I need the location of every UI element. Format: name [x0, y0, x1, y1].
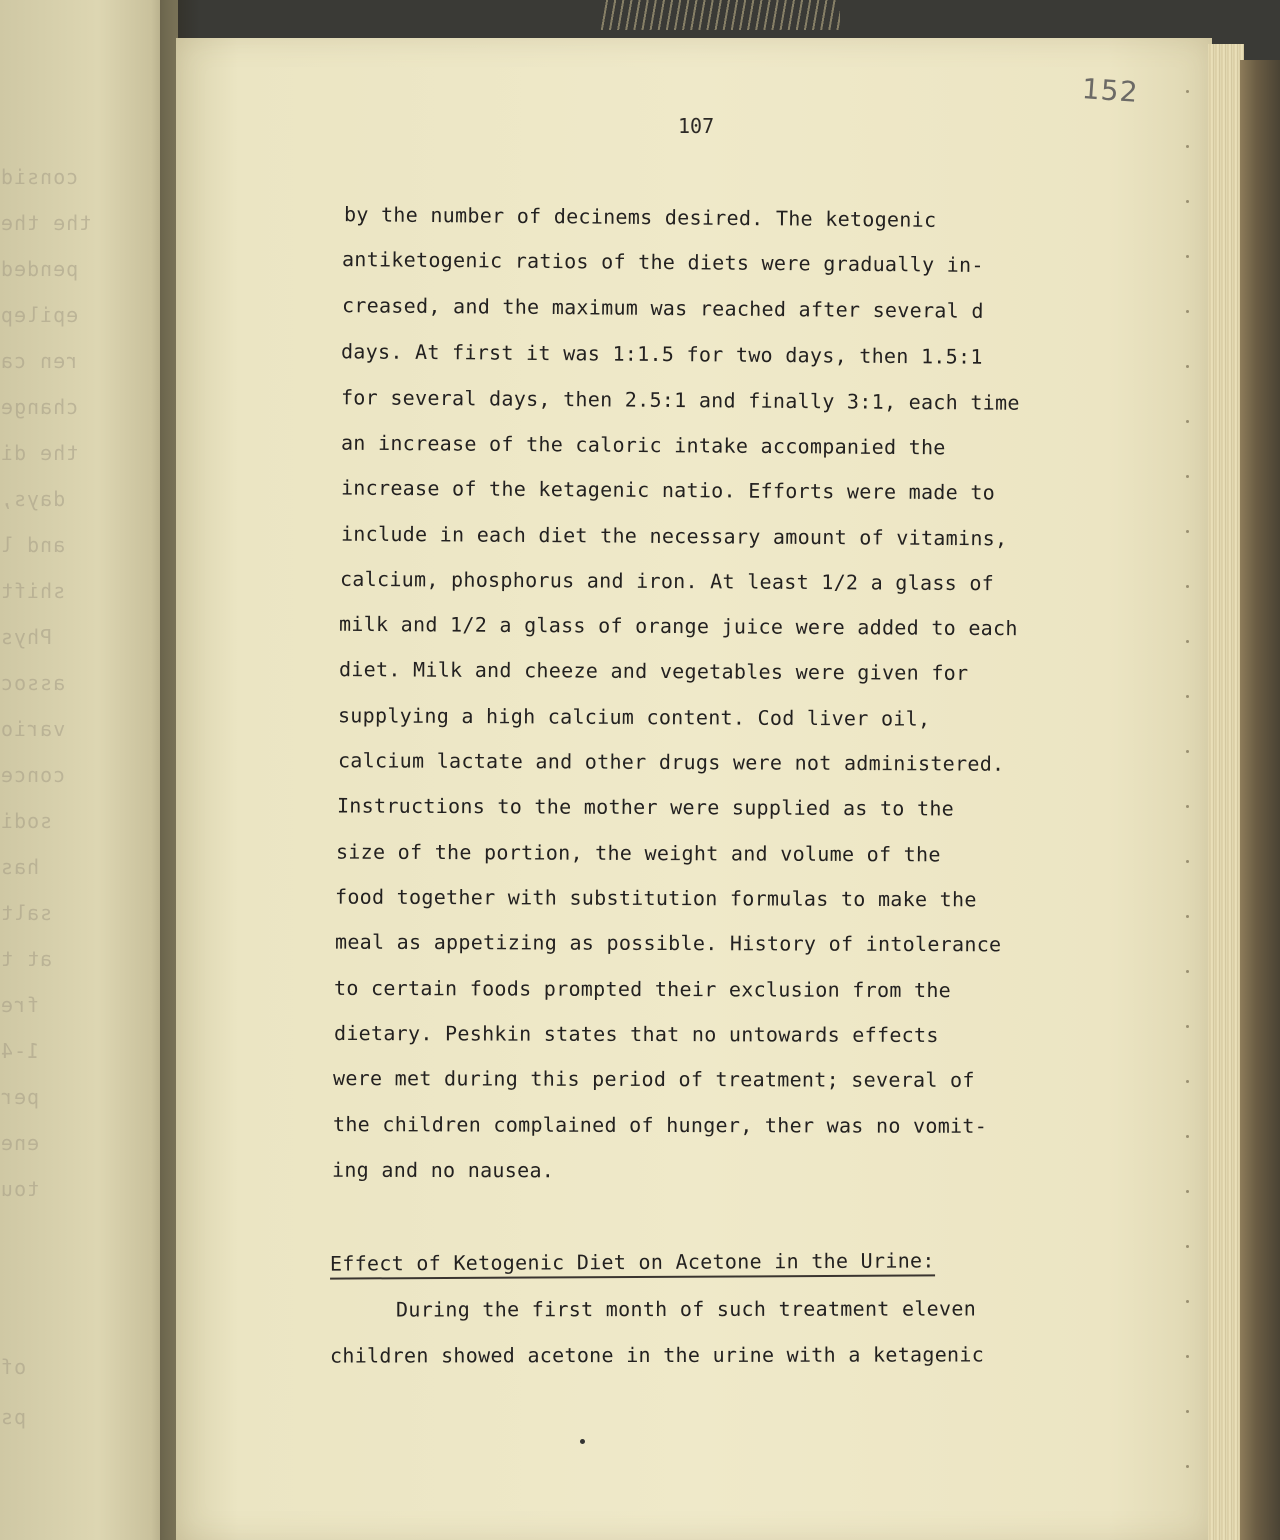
- folio-number: 152: [1080, 72, 1140, 109]
- book-binding: [1240, 60, 1280, 1540]
- page-mark: [580, 1439, 585, 1444]
- text-line: the children complained of hunger, ther was no vomit-: [332, 1112, 988, 1138]
- margin-dot: [1186, 1245, 1189, 1248]
- margin-dot: [1186, 805, 1189, 808]
- facing-page-text: ps: [0, 1405, 27, 1429]
- margin-dot: [1186, 585, 1189, 588]
- margin-dot: [1186, 90, 1189, 93]
- margin-dot: [1186, 915, 1189, 918]
- facing-page-text: at t: [0, 947, 53, 971]
- facing-page-text: sodi: [0, 809, 53, 833]
- text-line: include in each diet the necessary amount of vitamins,: [340, 521, 1008, 551]
- facing-page-text: the di: [0, 441, 79, 465]
- facing-page-text: conce: [0, 763, 66, 787]
- text-line: size of the portion, the weight and volume of the: [335, 839, 941, 867]
- text-line: milk and 1/2 a glass of orange juice were added to each: [338, 611, 1018, 641]
- margin-dot: [1186, 530, 1189, 533]
- facing-page-text: per: [0, 1085, 40, 1109]
- text-line: an increase of the caloric intake accompanied the: [340, 430, 946, 460]
- facing-page-text: ene: [0, 1131, 40, 1155]
- facing-page-text: change: [0, 395, 79, 419]
- page-number: 107: [678, 114, 715, 138]
- text-line: ing and no nausea.: [331, 1157, 555, 1183]
- margin-dot: [1186, 695, 1189, 698]
- margin-dot: [1186, 860, 1189, 863]
- margin-dot: [1186, 640, 1189, 643]
- text-line: for several days, then 2.5:1 and finally 3:1, each time: [340, 385, 1020, 415]
- facing-page-text: has: [0, 855, 40, 879]
- margin-dot: [1186, 1465, 1189, 1468]
- margin-dot: [1186, 1025, 1189, 1028]
- facing-page-text: the the: [0, 211, 92, 235]
- facing-page-text: consid: [0, 165, 79, 189]
- text-line: food together with substitution formulas to make the: [334, 884, 977, 912]
- facing-page-text: fre: [0, 993, 40, 1017]
- facing-page-text: vario: [0, 717, 66, 741]
- margin-dot: [1186, 750, 1189, 753]
- margin-dot: [1186, 475, 1189, 478]
- text-line: children showed acetone in the urine with a ketagenic: [329, 1342, 985, 1368]
- facing-page: [0, 0, 178, 1540]
- facing-page-text: Phys: [0, 625, 53, 649]
- facing-page-text: shift: [0, 579, 66, 603]
- page-edges: [1208, 44, 1244, 1540]
- text-line: calcium, phosphorus and iron. At least 1/2 a glass of: [339, 566, 995, 596]
- margin-dot: [1186, 1300, 1189, 1303]
- text-line: antiketogenic ratios of the diets were gradually in-: [341, 247, 984, 277]
- text-line: During the first month of such treatment eleven: [395, 1296, 977, 1322]
- text-line: supplying a high calcium content. Cod liver oil,: [337, 703, 931, 731]
- margin-dot: [1186, 970, 1189, 973]
- margin-dot: [1186, 420, 1189, 423]
- margin-dot: [1186, 200, 1189, 203]
- facing-page-text: epilep: [0, 303, 79, 327]
- section-heading: Effect of Ketogenic Diet on Acetone in the Urine:: [330, 1248, 935, 1279]
- text-line: creased, and the maximum was reached after several d: [341, 293, 984, 323]
- facing-page-text: assoc: [0, 671, 66, 695]
- margin-dot: [1186, 310, 1189, 313]
- margin-dot: [1186, 1410, 1189, 1413]
- text-line: calcium lactate and other drugs were not administered.: [337, 748, 1005, 776]
- text-line: by the number of decinems desired. The ketogenic: [343, 202, 937, 232]
- text-line: meal as appetizing as possible. History of intolerance: [334, 929, 1002, 957]
- text-line: Instructions to the mother were supplied as to the: [336, 793, 955, 821]
- margin-dot: [1186, 1080, 1189, 1083]
- text-line: diet. Milk and cheeze and vegetables were given for: [338, 657, 969, 685]
- facing-page-text: days,: [0, 487, 66, 511]
- facing-page-text: ren ca: [0, 349, 79, 373]
- text-line: to certain foods prompted their exclusion from the: [333, 975, 952, 1003]
- margin-dot: [1186, 145, 1189, 148]
- margin-dot: [1186, 255, 1189, 258]
- facing-page-text: pended: [0, 257, 79, 281]
- margin-dot: [1186, 1355, 1189, 1358]
- facing-page-text: 1-4: [0, 1039, 40, 1063]
- margin-dot: [1186, 365, 1189, 368]
- text-line: were met during this period of treatment; several of: [332, 1066, 975, 1092]
- margin-dot: [1186, 1135, 1189, 1138]
- binding-threads: [600, 0, 840, 30]
- facing-page-text: salt: [0, 901, 53, 925]
- facing-page-text: tou: [0, 1177, 40, 1201]
- text-line: dietary. Peshkin states that no untowards effects: [333, 1020, 939, 1048]
- facing-page-text: of: [0, 1355, 27, 1379]
- margin-dot: [1186, 1190, 1189, 1193]
- facing-page-text: and l: [0, 533, 66, 557]
- text-line: increase of the ketagenic natio. Efforts were made to: [340, 475, 996, 505]
- text-line: days. At first it was 1:1.5 for two days, then 1.5:1: [340, 339, 983, 369]
